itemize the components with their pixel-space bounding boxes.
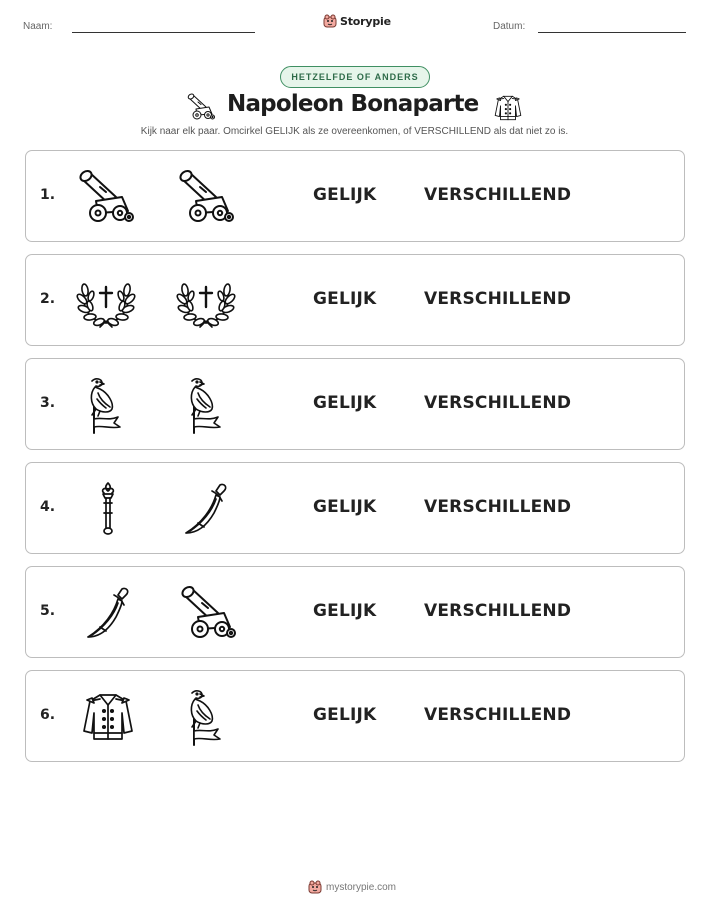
- right-picture: [176, 479, 236, 539]
- exercise-row: [25, 670, 685, 762]
- right-picture: [178, 375, 238, 435]
- exercise-row: [25, 566, 685, 658]
- eagle-standard-icon: [178, 687, 238, 747]
- option-different[interactable]: VERSCHILLEND: [424, 601, 572, 621]
- right-picture: [178, 583, 238, 643]
- title-row: [0, 90, 709, 126]
- left-picture: [76, 271, 136, 331]
- left-picture: [78, 687, 138, 747]
- sabre-icon: [78, 583, 138, 643]
- option-different[interactable]: VERSCHILLEND: [424, 497, 572, 517]
- right-picture: [178, 687, 238, 747]
- military-jacket-icon: [78, 687, 138, 747]
- name-label: Naam:: [23, 21, 53, 32]
- option-same[interactable]: GELIJK: [313, 497, 377, 517]
- option-same[interactable]: GELIJK: [313, 601, 377, 621]
- row-number: 2.: [40, 291, 56, 307]
- storypie-logo-icon: [323, 14, 337, 28]
- left-picture: [78, 479, 138, 539]
- cannon-icon: [178, 583, 238, 643]
- left-picture: [78, 375, 138, 435]
- name-field[interactable]: [72, 32, 255, 33]
- option-same[interactable]: GELIJK: [313, 185, 377, 205]
- option-different[interactable]: VERSCHILLEND: [424, 705, 572, 725]
- eagle-standard-icon: [178, 375, 238, 435]
- date-field[interactable]: [538, 32, 686, 33]
- footer: [308, 880, 396, 894]
- row-number: 4.: [40, 499, 56, 515]
- right-picture: [176, 271, 236, 331]
- option-different[interactable]: VERSCHILLEND: [424, 289, 572, 309]
- cannon-icon: [184, 92, 218, 122]
- right-picture: [176, 167, 236, 227]
- brand-name: Storypie: [340, 14, 391, 28]
- laurel-wreath-icon: [76, 271, 136, 331]
- date-label: Datum:: [493, 21, 526, 32]
- worksheet-header: [0, 0, 709, 40]
- left-picture: [76, 167, 136, 227]
- option-different[interactable]: VERSCHILLEND: [424, 185, 572, 205]
- option-different[interactable]: VERSCHILLEND: [424, 393, 572, 413]
- exercise-row: [25, 358, 685, 450]
- laurel-wreath-icon: [176, 271, 236, 331]
- brand: [323, 14, 391, 28]
- left-picture: [78, 583, 138, 643]
- storypie-logo-icon: [308, 880, 322, 894]
- row-number: 3.: [40, 395, 56, 411]
- option-same[interactable]: GELIJK: [313, 393, 377, 413]
- scepter-icon: [78, 479, 138, 539]
- exercise-row: [25, 462, 685, 554]
- row-number: 6.: [40, 707, 56, 723]
- page-title: Napoleon Bonaparte: [227, 91, 479, 117]
- row-number: 1.: [40, 187, 56, 203]
- option-same[interactable]: GELIJK: [313, 705, 377, 725]
- option-same[interactable]: GELIJK: [313, 289, 377, 309]
- activity-badge: HETZELFDE OF ANDERS: [280, 66, 430, 88]
- instructions: Kijk naar elk paar. Omcirkel GELIJK als ze overeenkomen, of VERSCHILLEND als dat niet zo is.: [140, 126, 569, 137]
- eagle-standard-icon: [78, 375, 138, 435]
- military-jacket-icon: [492, 92, 524, 124]
- row-number: 5.: [40, 603, 56, 619]
- exercise-row: [25, 254, 685, 346]
- exercise-row: [25, 150, 685, 242]
- footer-url[interactable]: mystorypie.com: [326, 881, 397, 893]
- cannon-icon: [76, 167, 136, 227]
- cannon-icon: [176, 167, 236, 227]
- sabre-icon: [176, 479, 236, 539]
